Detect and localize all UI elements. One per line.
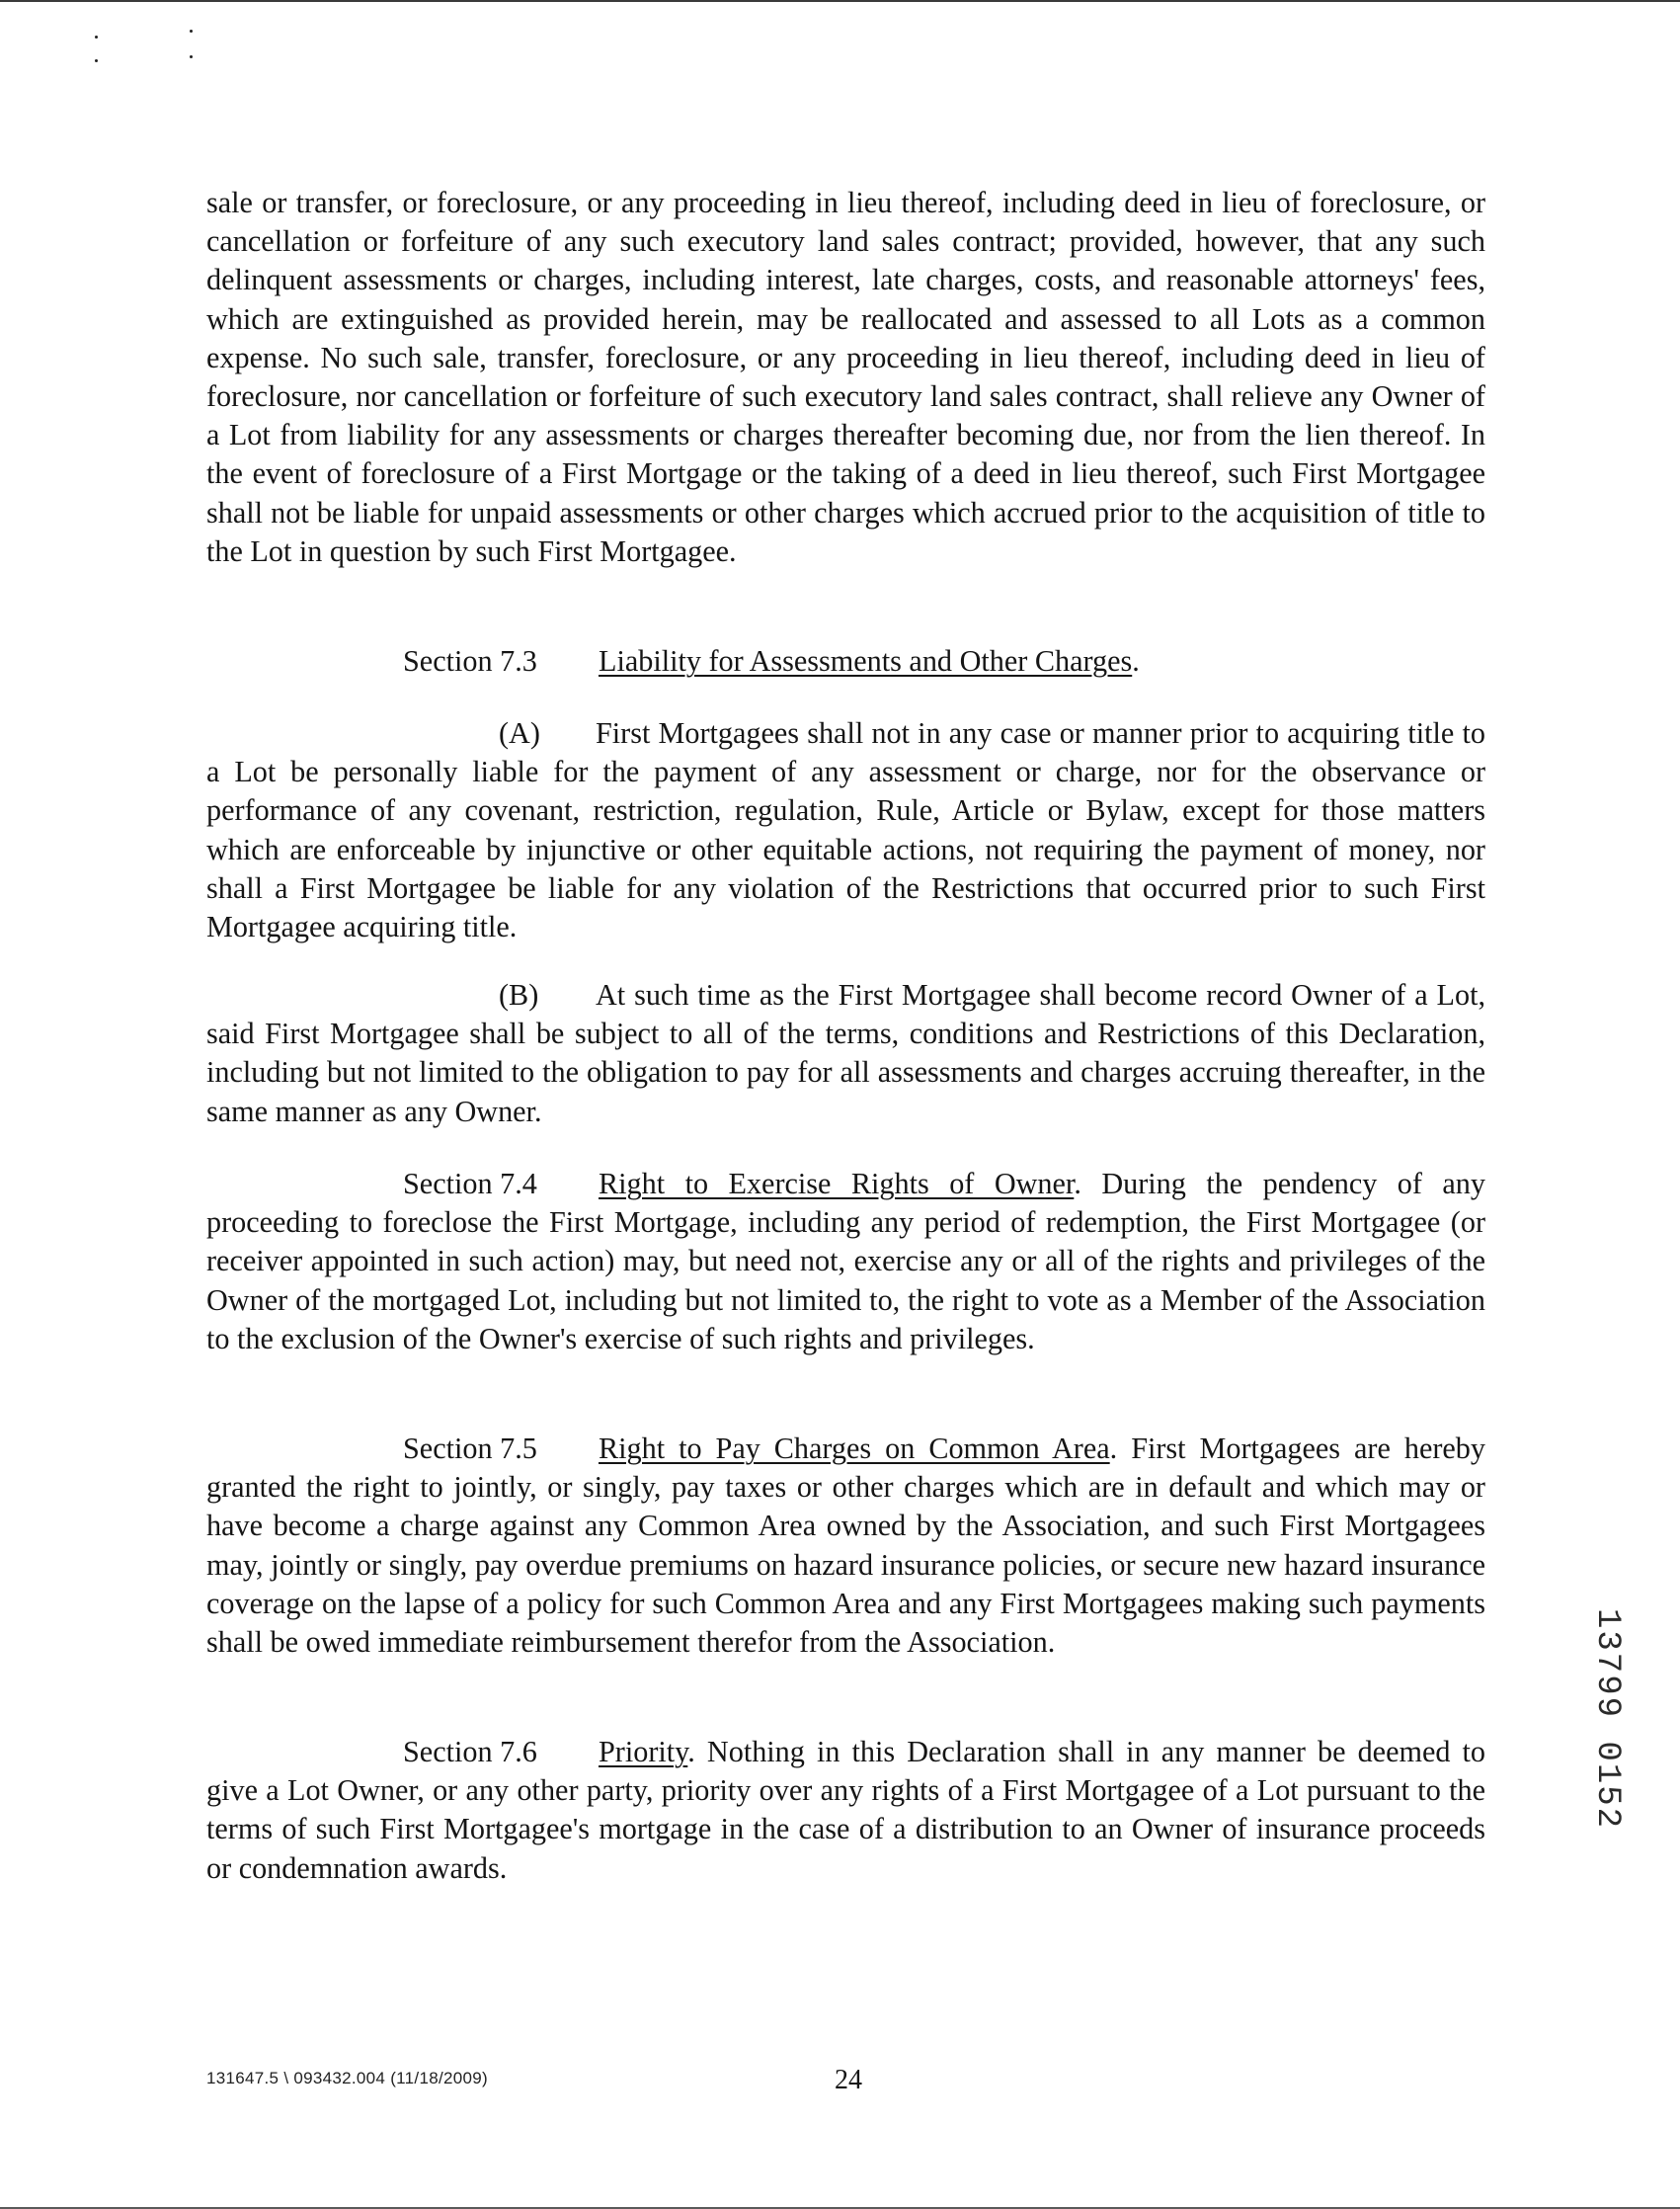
section-title: Right to Pay Charges on Common Area xyxy=(599,1432,1110,1465)
section-number: Section 7.4 xyxy=(403,1167,537,1200)
section-title-period: . xyxy=(1132,644,1140,678)
recording-stamp-text: 13799 0152 xyxy=(1588,1608,1626,1831)
continuation-text: sale or transfer, or foreclosure, or any proceeding in lieu thereof, including deed in lieu of foreclosure, or cancellation or forfeiture of any such executory land sales contract; provided, however, that any such delinquent assessments or charges, including interest, late charges, costs, and reasonable attorneys' fees, which are extinguished as provided herein, may be reallocated and assessed to all Lots as a common expense. No such sale, transfer, foreclosure, or any proceeding in lieu thereof, including deed in lieu of foreclosure, nor cancellation or forfeiture of such executory land sales contract, shall relieve any Owner of a Lot from liability for any assessments or charges thereafter becoming due, nor from the lien thereof. In the event of foreclosure of a First Mortgage or the taking of a deed in lieu thereof, such First Mortgagee shall not be liable for unpaid assessments or other charges which accrued prior to the acquisition of title to the Lot in question by such First Mortgagee. xyxy=(206,186,1485,568)
section-7-3-heading xyxy=(403,642,1140,681)
section-text: . First Mortgagees are hereby granted the right to jointly, or singly, pay taxes or other charges which are in default and which may or have become a charge against any Common Area owned by the Association, and such First Mortgagees may, jointly or singly, pay overdue premiums on hazard insurance policies, or secure new hazard insurance coverage on the lapse of a policy for such Common Area and any First Mortgagees making such payments shall be owed immediate reimbursement therefor from the Association. xyxy=(206,1432,1485,1660)
subsection-text: At such time as the First Mortgagee shall become record Owner of a Lot, said First Mortgagee shall be subject to all of the terms, conditions and Restrictions of this Declaration, including but not limited to the obligation to pay for all assessments and charges accruing thereafter, in the same manner as any Owner. xyxy=(206,978,1485,1128)
section-number: Section 7.5 xyxy=(403,1432,537,1465)
scan-speck xyxy=(95,59,98,62)
section-number: Section 7.6 xyxy=(403,1735,537,1768)
subsection-a-paragraph xyxy=(206,714,1485,946)
section-title: Right to Exercise Rights of Owner xyxy=(599,1167,1075,1200)
section-7-5-paragraph xyxy=(206,1430,1485,1662)
scan-speck xyxy=(95,36,98,39)
subsection-label: (A) xyxy=(499,716,540,750)
document-reference: 131647.5 \ 093432.004 (11/18/2009) xyxy=(206,2069,488,2087)
subsection-b-paragraph xyxy=(206,976,1485,1131)
section-7-6-paragraph xyxy=(206,1733,1485,1888)
scan-speck xyxy=(190,55,193,58)
scan-speck xyxy=(190,30,193,33)
recording-stamp xyxy=(1576,1608,1636,1865)
continuation-paragraph xyxy=(206,184,1485,571)
scan-specks xyxy=(89,30,207,79)
section-title: Priority xyxy=(599,1735,688,1768)
subsection-text: First Mortgagees shall not in any case or manner prior to acquiring title to a Lot be personally liable for the payment of any assessment or charge, nor for the observance or performance of any covenant, restriction, regulation, Rule, Article or Bylaw, except for those matters which are enforceable by injunctive or other equitable actions, not requiring the payment of money, nor shall a First Mortgagee be liable for any violation of the Restrictions that occurred prior to such First Mortgagee acquiring title. xyxy=(206,716,1485,944)
section-text: . Nothing in this Declaration shall in any manner be deemed to give a Lot Owner, or any other party, priority over any rights of a First Mortgagee of a Lot pursuant to the terms of such First Mortgagee's mortgage in the case of a distribution to an Owner of insurance proceeds or condemnation awards. xyxy=(206,1735,1485,1885)
page-number: 24 xyxy=(835,2065,862,2095)
section-title: Liability for Assessments and Other Charges xyxy=(599,644,1133,678)
section-number: Section 7.3 xyxy=(403,644,537,678)
section-text: . During the pendency of any proceeding to foreclose the First Mortgage, including any period of redemption, the First Mortgagee (or receiver appointed in such action) may, but need not, exercise any or all of the rights and privileges of the Owner of the mortgaged Lot, including but not limited to, the right to vote as a Member of the Association to the exclusion of the Owner's exercise of such rights and privileges. xyxy=(206,1167,1485,1355)
subsection-label: (B) xyxy=(499,978,539,1012)
top-edge-rule xyxy=(0,0,1680,2)
section-7-4-paragraph xyxy=(206,1165,1485,1358)
